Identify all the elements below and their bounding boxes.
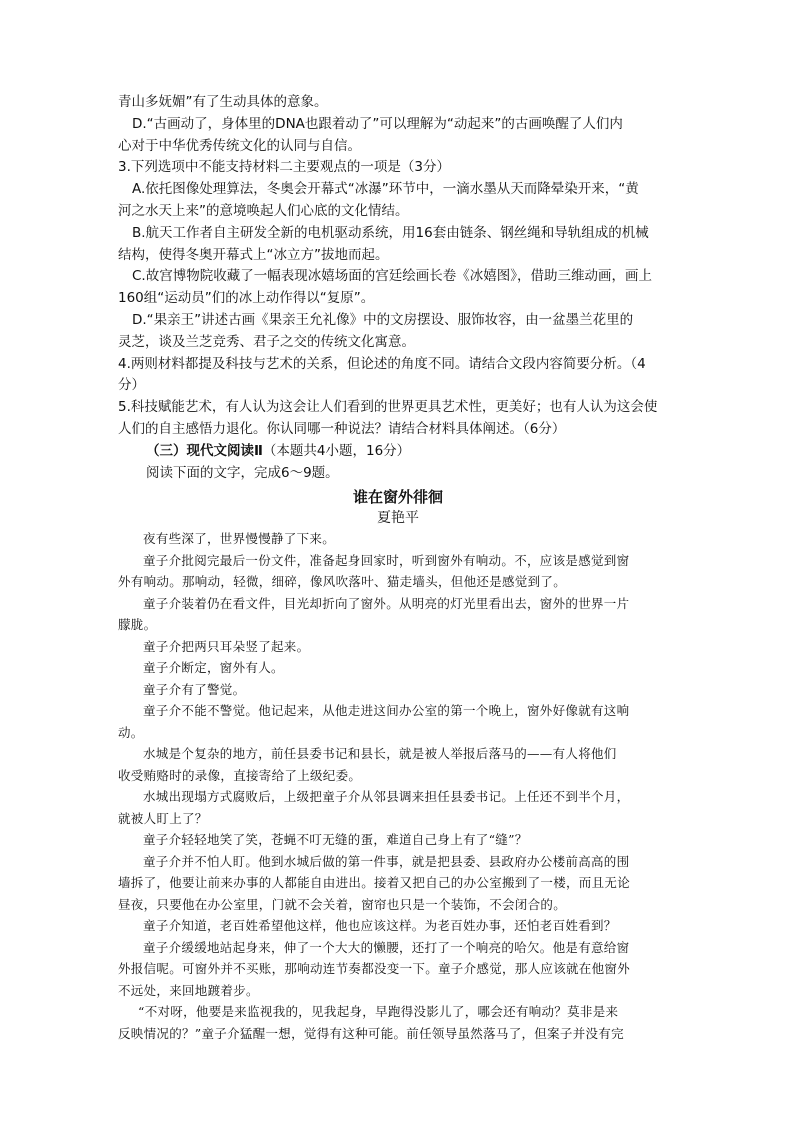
text-line: 人们的自主感悟力退化。你认同哪一种说法？请结合材料具体阐述。（6分） [118,420,566,437]
section-heading-bold: （三）现代文阅读Ⅱ [146,442,263,459]
story-title: 谁在窗外徘徊 [352,488,443,507]
text-line: 心对于中华优秀传统文化的认同与自信。 [118,137,361,154]
story-line: 童子介知道，老百姓希望他这样，他也应该这样。为老百姓办事，还怕老百姓看到？ [143,918,617,934]
story-line: 不远处，来回地踱着步。 [118,982,259,998]
section-instruction: 阅读下面的文字，完成6～9题。 [146,464,339,481]
story-line: “不对呀，他要是来监视我的，见我起身，早跑得没影儿了，哪会还有响动？莫非是来 [138,1004,619,1020]
story-line: 水城出现塌方式腐败后，上级把童子介从邻县调来担任县委书记。上任还不到半个月， [143,789,630,805]
text-line: 分） [118,377,145,394]
story-line: 童子介批阅完最后一份文件，准备起身回家时，听到窗外有响动。不，应该是感觉到窗 [143,552,630,568]
story-line: 墙拆了，他要让前来办事的人都能自由进出。接着又把自己的办公室搬到了一楼，而且无论 [118,875,631,891]
option-d: D.“果亲王”讲述古画《果亲王允礼像》中的文房摆设、服饰妆容，由一盆墨兰花里的 [132,311,634,328]
story-line: 外有响动。那响动，轻微，细碎，像风吹落叶、猫走墙头，但他还是感觉到了。 [118,574,567,590]
story-line: 就被人盯上了？ [118,810,208,826]
question-block [118,92,678,441]
section-heading-rest: （本题共4小题，16分） [262,442,411,459]
story-line: 童子介缓缓地站起身来，伸了一个大大的懒腰，还打了一个响亮的哈欠。他是有意给窗 [143,939,630,955]
story-line: 水城是个复杂的地方，前任县委书记和县长，就是被人举报后落马的——有人将他们 [143,746,617,762]
story-line: 收受贿赂时的录像，直接寄给了上级纪委。 [118,767,362,783]
story-line: 朦胧。 [118,617,157,633]
text-line: 青山多妩媚”有了生动具体的意象。 [118,94,328,110]
story-line: 童子介装着仍在看文件，目光却折向了窗外。从明亮的灯光里看出去，窗外的世界一片 [143,595,630,611]
option-b: B.航天工作者自主研发全新的电机驱动系统，用16套由链条、钢丝绳和导轨组成的机械 [132,224,649,241]
story-line: 童子介不能不警觉。他记起来，从他走进这间办公室的第一个晚上，窗外好像就有这响 [143,703,630,719]
text-line: D.“古画动了，身体里的DNA也跟着动了”可以理解为“动起来”的古画唤醒了人们内 [132,115,623,132]
story-line: 夜有些深了，世界慢慢静了下来。 [143,531,336,547]
question-4: 4.两则材料都提及科技与艺术的关系，但论述的角度不同。请结合文段内容简要分析。（4 [118,355,646,372]
text-line: 灵芝，谈及兰芝竞秀、君子之交的传统文化寓意。 [118,333,415,350]
option-a: A.依托图像处理算法，冬奥会开幕式“冰瀑”环节中，一滴水墨从天而降晕染开来，“黄 [132,181,639,198]
story-line: 童子介断定，窗外有人。 [143,660,284,676]
story-line: 童子介轻轻地笑了笑，苍蝇不叮无缝的蛋，难道自己身上有了“缝”？ [143,832,528,848]
story-line: 反映情况的？”童子介猛醒一想，觉得有这种可能。前任领导虽然落马了，但案子并没有完 [118,1025,624,1041]
document-page [118,92,678,1044]
story-line: 童子介有了警觉。 [143,681,246,697]
question-5: 5.科技赋能艺术，有人认为这会让人们看到的世界更具艺术性，更美好；也有人认为这会使 [118,399,658,416]
story-line: 昼夜，只要他在办公室里，门就不会关着，窗帘也只是一个装饰，不会闭合的。 [118,896,567,912]
story-line: 外报信呢。可窗外并不买账，那响动连节奏都没变一下。童子介感觉，那人应该就在他窗外 [118,961,631,977]
story-line: 童子介把两只耳朵竖了起来。 [143,638,310,654]
story-line: 童子介并不怕人盯。他到水城后做的第一件事，就是把县委、县政府办公楼前高高的围 [143,853,630,869]
question-3: 3.下列选项中不能支持材料二主要观点的一项是（3分） [118,159,450,176]
text-line: 河之水天上来”的意境唤起人们心底的文化情结。 [118,202,409,219]
story-body [118,528,678,1044]
option-c: C.故宫博物院收藏了一幅表现冰嬉场面的宫廷绘画长卷《冰嬉图》，借助三维动画，画上 [132,268,652,285]
section-heading [118,441,678,463]
story-line: 动。 [118,724,144,740]
text-line: 160组“运动员”们的冰上动作得以“复原”。 [118,290,375,307]
story-author: 夏艳平 [377,510,419,527]
text-line: 结构，使得冬奥开幕式上“冰立方”拔地而起。 [118,246,389,263]
